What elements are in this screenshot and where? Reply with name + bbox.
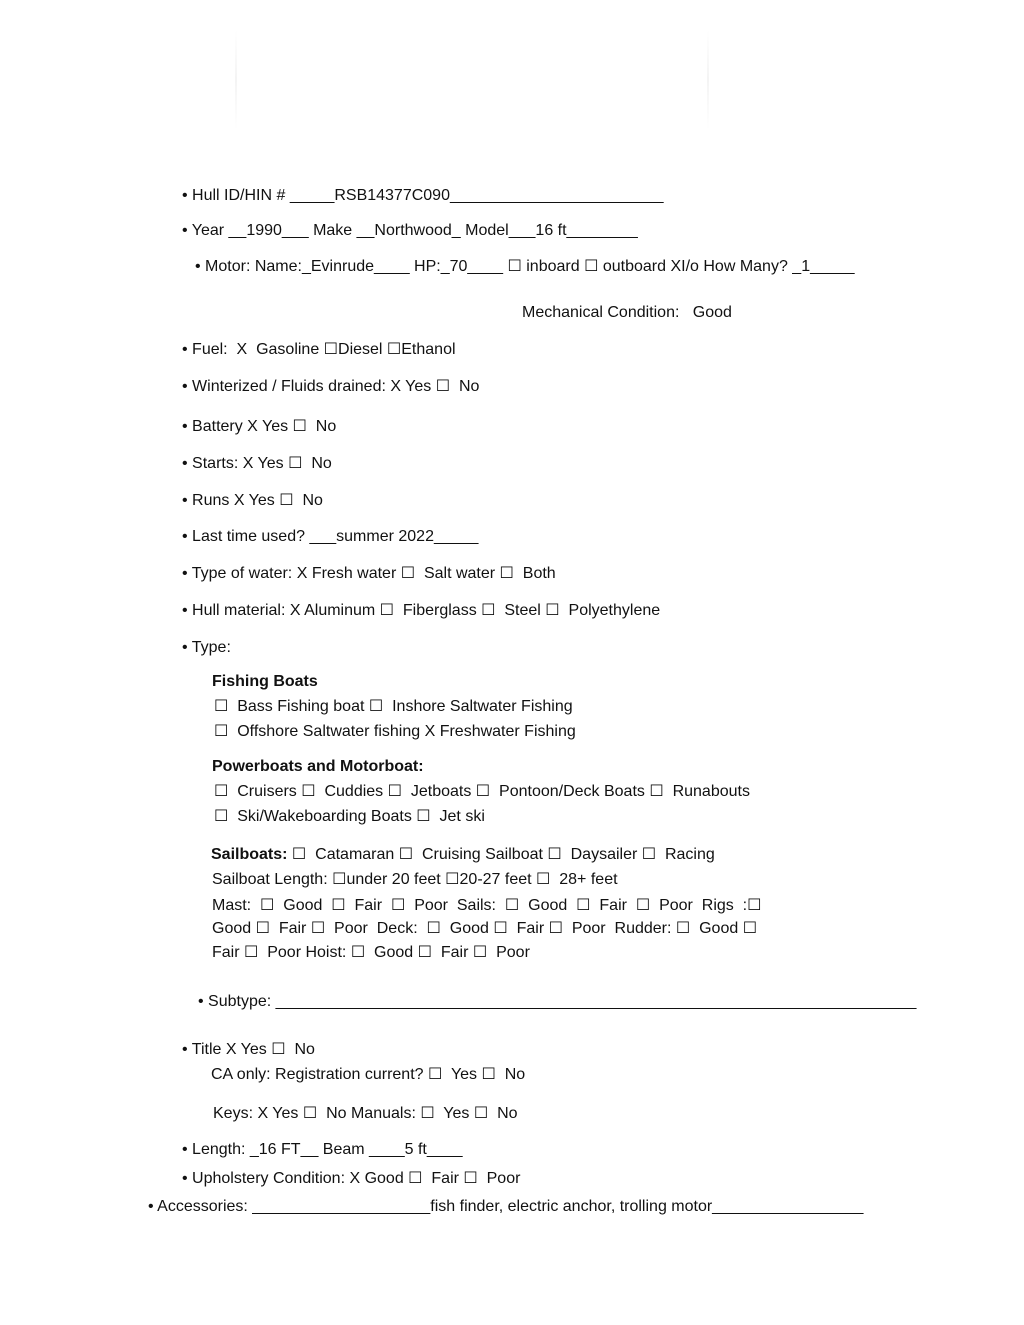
upholstery-line: • Upholstery Condition: X Good ☐ Fair ☐ Poor <box>182 1170 521 1187</box>
sailboat-length-line: Sailboat Length: ☐under 20 feet ☐20-27 feet ☐ 28+ feet <box>212 871 618 888</box>
hull-id-line: • Hull ID/HIN # _____RSB14377C090________________________ <box>182 187 664 204</box>
powerboats-heading: Powerboats and Motorboat: <box>212 758 424 775</box>
fuel-line: • Fuel: X Gasoline ☐Diesel ☐Ethanol <box>182 341 456 358</box>
powerboats-options-line-2: ☐ Ski/Wakeboarding Boats ☐ Jet ski <box>214 808 485 825</box>
registration-line: CA only: Registration current? ☐ Yes ☐ No <box>211 1066 526 1083</box>
motor-line: • Motor: Name:_Evinrude____ HP:_70____ ☐ inboard ☐ outboard XI/o How Many? _1_____ <box>195 258 855 275</box>
starts-line: • Starts: X Yes ☐ No <box>182 455 332 472</box>
fishing-boats-heading: Fishing Boats <box>212 673 318 690</box>
sailboat-condition-line-3: Fair ☐ Poor Hoist: ☐ Good ☐ Fair ☐ Poor <box>212 944 530 961</box>
sailboats-heading: Sailboats: <box>211 846 288 863</box>
accessories-line: • Accessories: ____________________fish finder, electric anchor, trolling motor_________________ <box>148 1198 864 1215</box>
water-type-line: • Type of water: X Fresh water ☐ Salt water ☐ Both <box>182 565 556 582</box>
scan-artifact-right <box>707 30 709 130</box>
runs-line: • Runs X Yes ☐ No <box>182 492 323 509</box>
length-beam-line: • Length: _16 FT__ Beam ____5 ft____ <box>182 1141 463 1158</box>
sailboat-condition-line-1: Mast: ☐ Good ☐ Fair ☐ Poor Sails: ☐ Good ☐ Fair ☐ Poor Rigs :☐ <box>212 897 762 914</box>
fishing-options-line-1: ☐ Bass Fishing boat ☐ Inshore Saltwater Fishing <box>214 698 573 715</box>
winterized-line: • Winterized / Fluids drained: X Yes ☐ No <box>182 378 480 395</box>
sailboats-options: ☐ Catamaran ☐ Cruising Sailboat ☐ Daysailer ☐ Racing <box>287 846 715 863</box>
sailboat-condition-line-2: Good ☐ Fair ☐ Poor Deck: ☐ Good ☐ Fair ☐ Poor Rudder: ☐ Good ☐ <box>212 920 758 937</box>
scan-artifact-left <box>235 30 237 130</box>
type-label: • Type: <box>182 639 231 656</box>
sailboats-line-1 <box>211 845 715 865</box>
battery-line: • Battery X Yes ☐ No <box>182 418 337 435</box>
keys-manuals-line: Keys: X Yes ☐ No Manuals: ☐ Yes ☐ No <box>213 1105 518 1122</box>
mechanical-condition-line: Mechanical Condition: Good <box>522 304 732 321</box>
title-line: • Title X Yes ☐ No <box>182 1041 315 1058</box>
hull-material-line: • Hull material: X Aluminum ☐ Fiberglass ☐ Steel ☐ Polyethylene <box>182 602 661 619</box>
fishing-options-line-2: ☐ Offshore Saltwater fishing X Freshwater Fishing <box>214 723 576 740</box>
year-make-model-line: • Year __1990___ Make __Northwood_ Model___16 ft________ <box>182 222 638 239</box>
last-used-line: • Last time used? ___summer 2022_____ <box>182 528 479 545</box>
powerboats-options-line-1: ☐ Cruisers ☐ Cuddies ☐ Jetboats ☐ Pontoon/Deck Boats ☐ Runabouts <box>214 783 750 800</box>
subtype-line: • Subtype: ________________________________________________________________________ <box>198 993 917 1010</box>
